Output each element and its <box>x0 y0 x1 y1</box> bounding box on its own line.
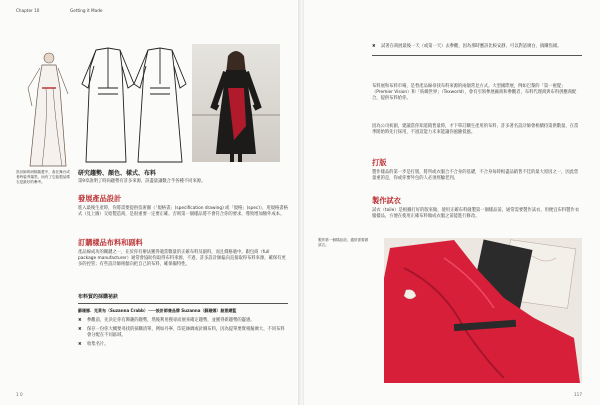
page-number-left: 1 0 <box>16 392 23 397</box>
designer-line: 蘇珊娜．克萊布（Suzanna Crabb）一一設計師兼品牌 Suzanna（蘇珊娜）創意總監 <box>78 307 237 313</box>
section-toile <box>372 196 582 220</box>
section-research <box>78 168 288 185</box>
sources-title: 布料貿的採購祕訣 <box>78 294 119 300</box>
tip-item: ✖ 參觀前，先決定你有興趣的趨勢，然後利用搜尋而展來確定趨勢，並獲得新趨勢的靈感。 <box>78 317 255 323</box>
photo-caption: 製作第一個樣品前，通常需要做試衣。 <box>318 238 369 248</box>
section-title: 研究趨勢、顏色、樣式、布料 <box>78 170 157 177</box>
bullet-icon: ✖ <box>78 342 82 348</box>
bullet-icon: ✖ <box>78 326 82 332</box>
tip-item: ✖ 收集名片。 <box>78 342 109 348</box>
fabric-text: 產品線成功的關鍵之一，在於你有辦法獲得適當數量的正確布料及副料，而且價格適中。跟包商（full package manufacturer）通常會協助你取得布料來源，不過，許多設計師偏向直接取得布料來源，確保有更多的控管；有些設計師則傾向把自己的布料，確保獨特性。 <box>78 250 286 268</box>
red-dress-photo <box>384 238 582 383</box>
sourcing-tips-box <box>78 293 288 349</box>
model-photo <box>192 44 280 162</box>
proto-heading: 打版 <box>372 158 387 167</box>
sample-heading: 製作試衣 <box>372 196 401 205</box>
tip-item: ✖ 保存一份你大概要尋找的採購清單，例如丹寧、印花絲綢或針織布料，因為提單要實相擬廣大、不同布料會分配在不同區域。 <box>78 326 285 339</box>
page-number-right: 117 <box>574 392 582 397</box>
fabric-heading: 訂購樣品布料和副料 <box>78 238 143 247</box>
section-text: 第9章說明了時尚趨勢有許多來源，該盡量讓數合乎各種不同來源。 <box>78 179 206 184</box>
right-top-tip <box>372 44 582 56</box>
running-head-title: Getting it Made <box>70 8 103 13</box>
tips-end-rule <box>372 55 582 56</box>
section-fabric <box>78 238 288 269</box>
ordering-paragraph: 因為公司初創，建議當你知道銷售量時，才下單訂購生產用的布料，許多著名設計師會相續持第供數量，在當季開始時先行採用，不過這能力未來能讓你風險低風。 <box>372 124 579 136</box>
design-text: 進入最後生產時，你將需要提供技術圖（「規格書」(specification drawing) 或「規格」(spec)），用規格書格式（見上圖）交給製造商，是很重要一定要正確。否則第一個樣品將不會符合你的要求，導致增加額外成本。 <box>78 206 288 218</box>
tip-item: ✖ 試著在商展最後一天（或第一天）去參觀，因為那時應該比較安靜，可以對話廣白、搞購焦綴。 <box>372 44 562 49</box>
fabric-fairs-paragraph: 布料展和布料市場，是替產品線尋找布料來源的兩個常見方式。大型國際展，例如巴黎的「第一視覺」（Premier Vision）和「紡織世界」（Texworld），會有引領參展廠商和參觀者，布料代理商與布料供應商配合，提供布料給你。 <box>372 84 577 102</box>
technical-flat-drawings <box>78 44 190 166</box>
figure-caption: 設計師的研稿插畫中，會在舞台或者時裝秀場景。而有了它能製品樣衣是最好的參考。 <box>16 170 70 185</box>
running-head-chapter: Chapter 10 <box>16 8 40 13</box>
proto-text: 製作樣品的第一步是打版，將所或衣服合不合身的基礎，不合身每時根盡品銷售不佳的最大原因之一，因此您量重的是，你或你要外包的人必須經驗老到。 <box>372 170 579 182</box>
fashion-sketch-illustration <box>22 48 74 168</box>
tips-rule <box>78 303 288 304</box>
design-heading: 發展產品設計 <box>78 194 122 203</box>
section-design <box>78 194 288 218</box>
bullet-icon: ✖ <box>78 317 82 323</box>
book-gutter <box>298 0 304 405</box>
bullet-icon: ✖ <box>372 44 376 49</box>
sample-text: 試衣（toile）是根據打好的版來做，使用正確布料縫製第一個樣品前，通常需要製作試衣，用便宜布料製作衣服樣品，方便在使用正確布料做成衣服之前能進行修改。 <box>372 208 579 220</box>
section-pattern <box>372 158 582 182</box>
